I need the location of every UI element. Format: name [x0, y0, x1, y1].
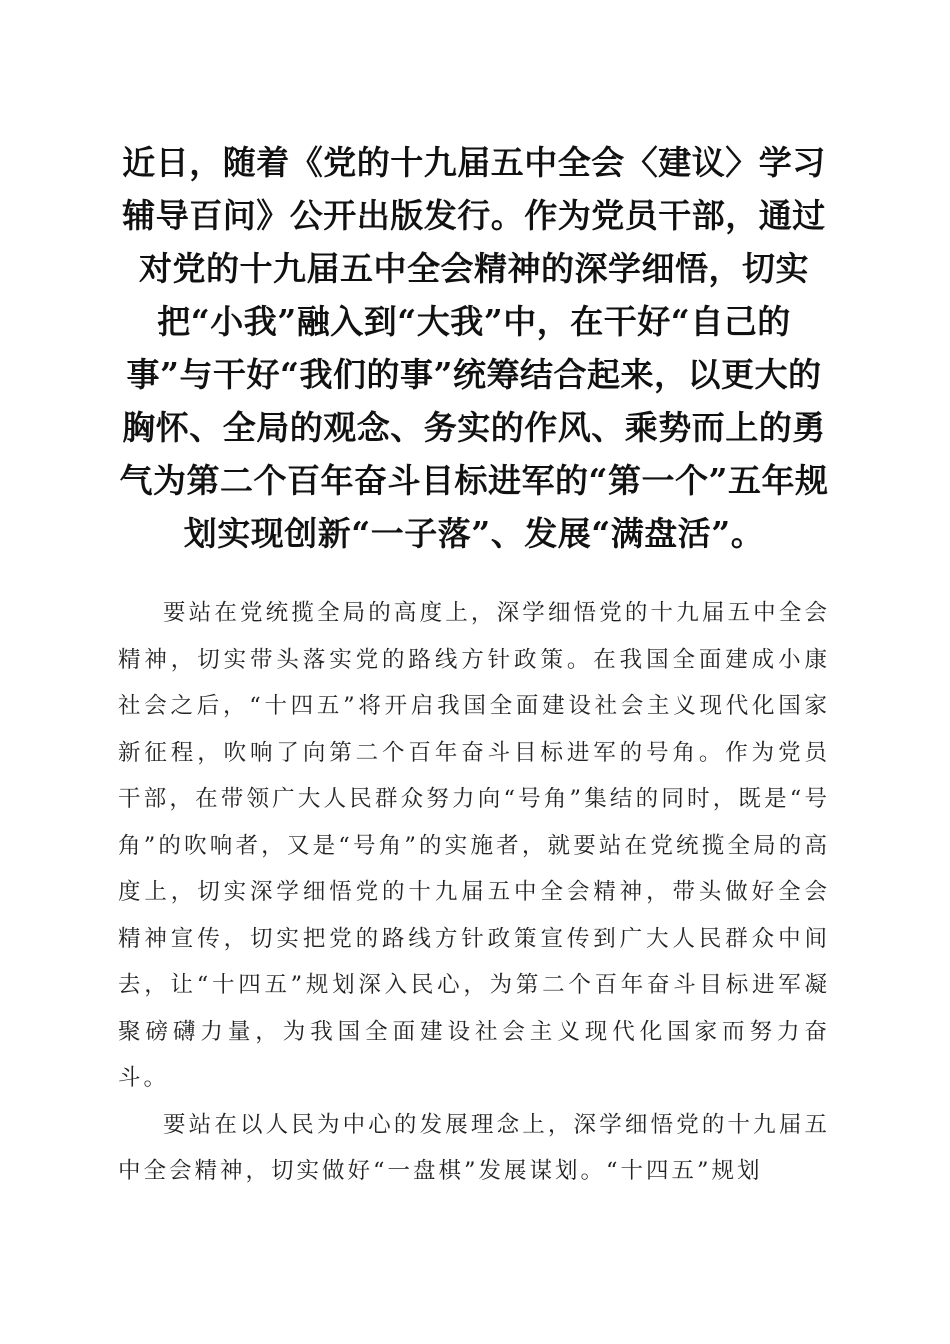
- body-paragraph-2: 要站在以人民为中心的发展理念上，深学细悟党的十九届五中全会精神，切实做好“一盘棋”发展谋划。“十四五”规划: [118, 1111, 830, 1184]
- body-paragraph-1: 要站在党统揽全局的高度上，深学细悟党的十九届五中全会精神，切实带头落实党的路线方针政策。在我国全面建成小康社会之后，“十四五”将开启我国全面建设社会主义现代化国家新征程，吹响了向第二个百年奋斗目标进军的号角。作为党员干部，在带领广大人民群众努力向“号角”集结的同时，既是“号角”的吹响者，又是“号角”的实施者，就要站在党统揽全局的高度上，切实深学细悟党的十九届五中全会精神，带头做好全会精神宣传，切实把党的路线方针政策宣传到广大人民群众中间去，让“十四五”规划深入民心，为第二个百年奋斗目标进军凝聚磅礴力量，为我国全面建设社会主义现代化国家而努力奋斗。: [118, 600, 830, 1091]
- document-body: [118, 590, 830, 1195]
- document-title: 近日，随着《党的十九届五中全会〈建议〉学习辅导百问》公开出版发行。作为党员干部，通过对党的十九届五中全会精神的深学细悟，切实把“小我”融入到“大我”中，在干好“自己的事”与干好“我们的事”统筹结合起来，以更大的胸怀、全局的观念、务实的作风、乘势而上的勇气为第二个百年奋斗目标进军的“第一个”五年规划实现创新“一子落”、发展“满盘活”。: [119, 143, 829, 553]
